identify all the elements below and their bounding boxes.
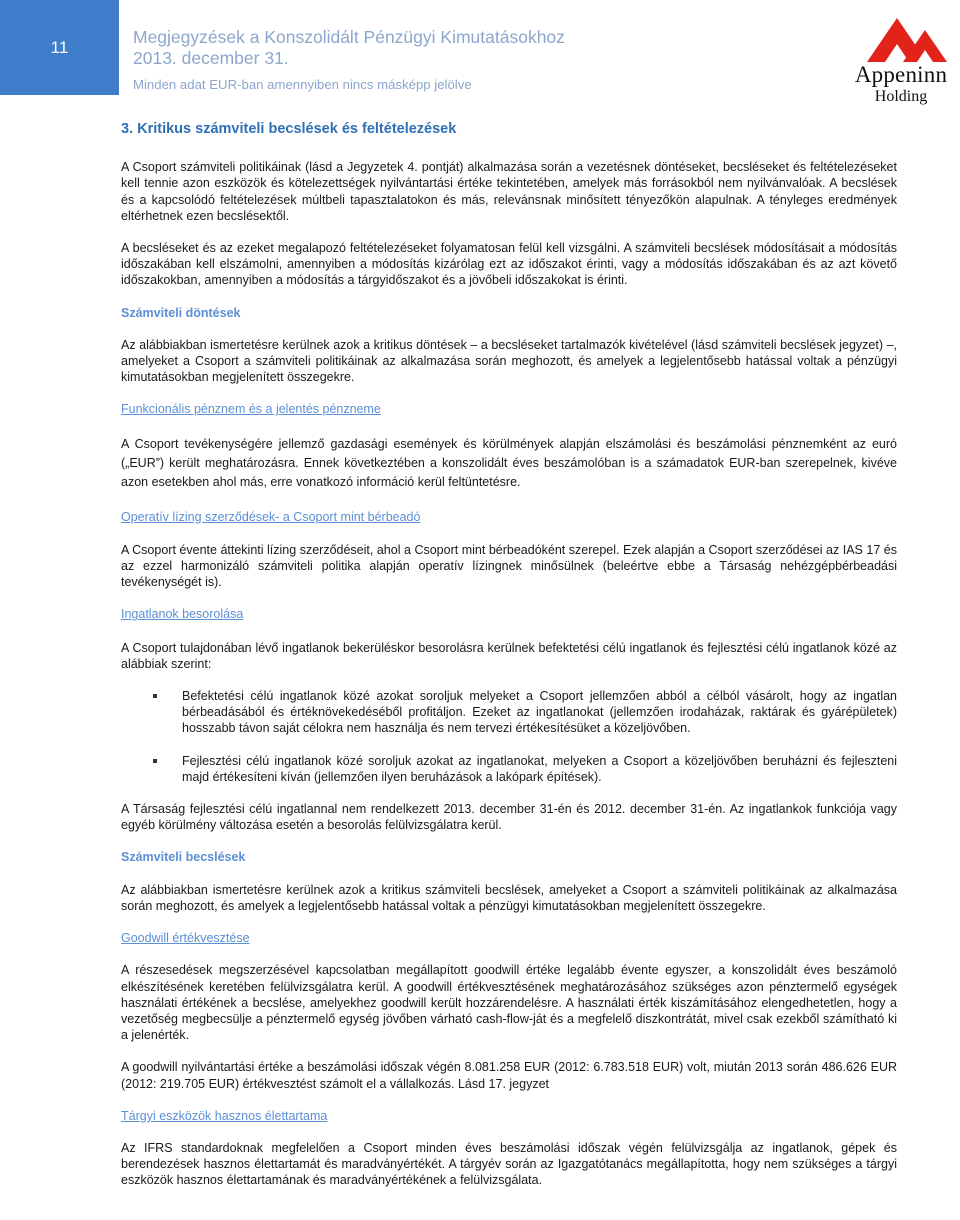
logo-name: Appeninn <box>854 62 948 87</box>
useful-life-paragraph: Az IFRS standardoknak megfelelően a Csoport minden éves beszámolási időszak végén felülvizsgálja az ingatlanok, gépek és berendezések hasznos élettartamát és maradványértékét. A tárgyév során az Igazgatótanács megállapította, hogy nem szükséges a tárgyi eszközök hasznos élettartamának és maradványértékének a felülvizsgálata. <box>121 1140 897 1188</box>
functional-currency-heading: Funkcionális pénznem és a jelentés pénzneme <box>121 402 381 417</box>
bullet-square-icon <box>153 694 157 698</box>
estimates-paragraph: Az alábbiakban ismertetésre kerülnek azok a kritikus számviteli becslések, amelyeket a Csoport a számviteli politikáinak az alkalmazása során meghozott, és amelyek a legjelentősebb hatással voltak a pénzügyi kimutatásokban megjelenített összegekre. <box>121 882 897 913</box>
estimates-heading: Számviteli becslések <box>121 850 246 865</box>
bullet-square-icon <box>153 759 157 763</box>
company-logo <box>845 10 957 110</box>
logo-subtitle: Holding <box>874 88 928 105</box>
useful-life-heading: Tárgyi eszközök hasznos élettartama <box>121 1108 328 1123</box>
page-number: 11 <box>50 37 69 57</box>
bullet-text: Befektetési célú ingatlanok közé azokat soroljuk melyeket a Csoport jellemzően abból a célból vásárolt, hogy az ingatlan bérbeadásából és értéknövekedéséből profitáljon. Ezeket az ingatlanokat (jellemzően irodaházak, raktárak és gyárépületek) hosszabb távon saját célokra nem használja és nem tervezi értékesítésüket a közeljövőben. <box>182 689 897 736</box>
currency-note: Minden adat EUR-ban amennyiben nincs másképp jelölve <box>133 77 472 92</box>
intro-paragraph-2: A becsléseket és az ezeket megalapozó feltételezéseket folyamatosan felül kell vizsgálni. A számviteli becslések módosításait a módosítás időszakában kell elszámolni, amennyiben a módosítás kizárólag ezt az időszakot érinti, vagy a módosítás időszakában és az azt követő időszakokban, amennyiben a módosítás a tárgyidőszakot és a jövőbeli időszakokat is érinti. <box>121 241 897 288</box>
decisions-heading: Számviteli döntések <box>121 305 241 320</box>
document-title: Megjegyzések a Konszolidált Pénzügyi Kimutatásokhoz <box>133 27 565 47</box>
page-number-badge <box>0 0 119 95</box>
property-classification-paragraph: A Csoport tulajdonában lévő ingatlanok bekerüléskor besorolásra kerülnek befektetési célú ingatlanok és fejlesztési célú ingatlanok közé az alábbiak szerint: <box>121 640 897 671</box>
operating-lease-paragraph: A Csoport évente áttekinti lízing szerződéseit, ahol a Csoport mint bérbeadóként szerepel. Ezek alapján a Csoport szerződései az IAS 17 és az ezzel harmonizáló számviteli politika alapján operatív lízingnek minősülnek (beleértve ebbe a Társaság nehézgépbérbeadási tevékenységét is). <box>121 542 897 590</box>
mountain-logo-icon <box>845 10 957 65</box>
bullet-text: Fejlesztési célú ingatlanok közé soroljuk azokat az ingatlanokat, melyeken a Csoport a közeljövőben beruházni és fejleszteni majd értékesíteni kíván (jellemzően ilyen beruházások a lakópark építések). <box>182 753 897 784</box>
intro-paragraph-1: A Csoport számviteli politikáinak (lásd a Jegyzetek 4. pontját) alkalmazása során a vezetésnek döntéseket, becsléseket és feltételezéseket kell tennie azon eszközök és kötelezettségek nyilvántartási értéke tekintetében, amelyek más forrásokból nem nyilvánvalóak. A becslések és a kapcsolódó feltételezések múltbeli tapasztalatokon és más, relevánsnak minősített tényezőkön alapulnak. A tényleges eredmények eltérhetnek ezen becslésektől. <box>121 160 897 223</box>
functional-currency-paragraph: A Csoport tevékenységére jellemző gazdasági események és körülmények alapján elszámolási és beszámolási pénznemként az euró („EUR”) került meghatározásra. Ennek következtében a konszolidált éves beszámolóban is a számadatok EUR-ban szerepelnek, kivéve azon esetekben ahol más, erre vonatkozó információ kerül feltüntetésre. <box>121 436 897 489</box>
document-date: 2013. december 31. <box>133 48 289 68</box>
decisions-paragraph: Az alábbiakban ismertetésre kerülnek azok a kritikus döntések – a becsléseket tartalmazók kivételével (lásd számviteli becslések jegyzet) –, amelyeket a Csoport a számviteli politikáinak az alkalmazása során meghozott, és amelyek a legjelentősebb hatással voltak a pénzügyi kimutatásokban megjelenített összegekre. <box>121 337 897 385</box>
section-title: 3. Kritikus számviteli becslések és feltételezések <box>121 121 457 137</box>
operating-lease-heading: Operatív lízing szerződések- a Csoport mint bérbeadó <box>121 509 421 524</box>
property-classification-paragraph-2: A Társaság fejlesztési célú ingatlannal nem rendelkezett 2013. december 31-én és 2012. december 31-én. Az ingatlankok funkciója vagy egyéb körülmény változása esetén a besorolás felülvizsgálatra kerül. <box>121 802 897 833</box>
property-classification-heading: Ingatlanok besorolása <box>121 607 244 622</box>
document-header <box>133 27 565 92</box>
goodwill-paragraph-1: A részesedések megszerzésével kapcsolatban megállapított goodwill értéke legalább évente egyszer, a konszolidált éves beszámoló elkészítésének keretében felülvizsgálatra kerül. A goodwill értékvesztésének meghatározásához szükséges azon pénztermelő egységek használati értékének a becslése, amelyekhez goodwill került hozzárendelésre. A használati érték kiszámításához elengedhetetlen, hogy a vezetőség megbecsülje a pénztermelő egység jövőben várható cash-flow-ját és a megfelelő diszkontrátát, mivel csak ezekből számítható ki a jelenérték. <box>121 963 897 1043</box>
goodwill-paragraph-2: A goodwill nyilvántartási értéke a beszámolási időszak végén 8.081.258 EUR (2012: 6.783.518 EUR) volt, miután 2013 során 486.626 EUR (2012: 219.705 EUR) értékvesztést számolt el a vállalkozás. Lásd 17. jegyzet <box>121 1060 897 1091</box>
list-item <box>121 753 897 785</box>
document-body <box>121 121 897 1189</box>
goodwill-impairment-heading: Goodwill értékvesztése <box>121 931 250 946</box>
list-item <box>121 688 897 737</box>
property-bullet-list <box>121 688 897 785</box>
